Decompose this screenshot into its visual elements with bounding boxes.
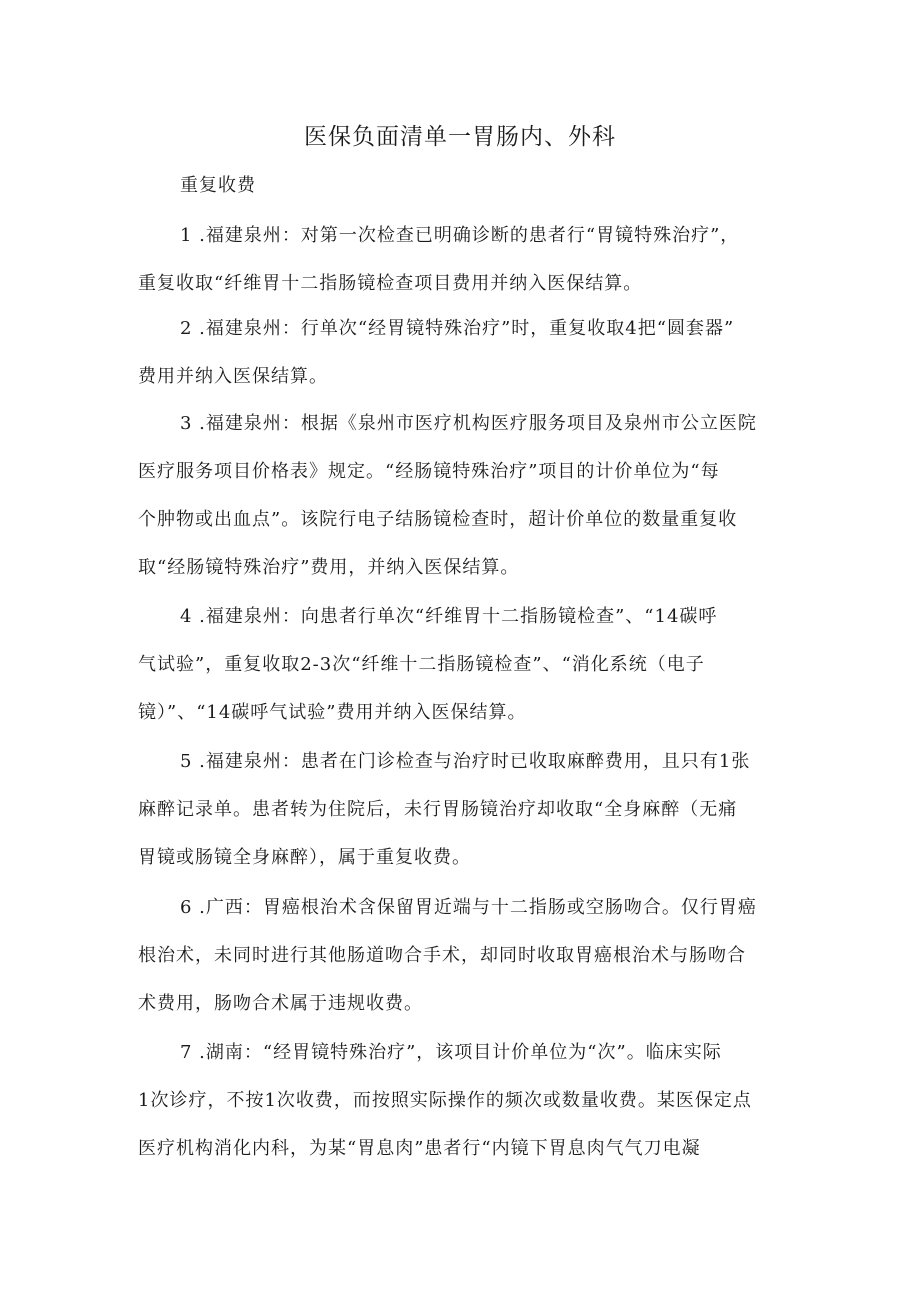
paragraph-line: 气试验”，重复收取2-3次“纤维十二指肠镜检查”、“消化系统（电子	[138, 654, 705, 675]
paragraph-line: 4 .福建泉州：向患者行单次“纤维胃十二指肠镜检查”、“14碳呼	[180, 606, 718, 627]
paragraph-line: 麻醉记录单。患者转为住院后，未行胃肠镜治疗却收取“全身麻醉（无痛	[138, 799, 738, 820]
paragraph-line: 医疗机构消化内科，为某“胃息肉”患者行“内镜下胃息肉气气刀电凝	[138, 1138, 701, 1159]
paragraph-7	[138, 1029, 788, 1173]
paragraph-line: 1 .福建泉州：对第一次检查已明确诊断的患者行“胃镜特殊治疗”，	[180, 225, 740, 246]
paragraph-line: 1次诊疗，不按1次收费，而按照实际操作的频次或数量收费。某医保定点	[138, 1090, 752, 1111]
paragraph-line: 取“经肠镜特殊治疗”费用，并纳入医保结算。	[138, 557, 520, 578]
paragraph-2	[138, 305, 788, 401]
paragraph-3	[138, 400, 788, 592]
paragraph-line: 胃镜或肠镜全身麻醉），属于重复收费。	[138, 847, 471, 868]
paragraph-line: 5 .福建泉州：患者在门诊检查与治疗时已收取麻醉费用，且只有1张	[180, 751, 751, 772]
paragraph-5	[138, 738, 788, 882]
paragraph-6	[138, 884, 788, 1028]
paragraph-line: 2 .福建泉州：行单次“经胃镜特殊治疗”时，重复收取4把“圆套器”	[180, 318, 735, 339]
paragraph-line: 7 .湖南：“经胃镜特殊治疗”，该项目计价单位为“次”。临床实际	[180, 1042, 722, 1063]
paragraph-line: 3 .福建泉州：根据《泉州市医疗机构医疗服务项目及泉州市公立医院	[180, 413, 757, 434]
document-title: 医保负面清单一胃肠内、外科	[304, 124, 616, 150]
paragraph-line: 个肿物或出血点”。该院行电子结肠镜检查时，超计价单位的数量重复收	[138, 509, 738, 530]
paragraph-line: 费用并纳入医保结算。	[138, 366, 328, 387]
paragraph-line: 术费用，肠吻合术属于违规收费。	[138, 993, 423, 1014]
paragraph-line: 根治术，未同时进行其他肠道吻合手术，却同时收取胃癌根治术与肠吻合	[138, 945, 746, 966]
paragraph-line: 重复收取“纤维胃十二指肠镜检查项目费用并纳入医保结算。	[138, 273, 643, 294]
paragraph-1	[138, 212, 788, 308]
paragraph-line: 镜）”、“14碳呼气试验”费用并纳入医保结算。	[138, 702, 527, 723]
paragraph-line: 医疗服务项目价格表》规定。“经肠镜特殊治疗”项目的计价单位为“每	[138, 461, 720, 482]
paragraph-4	[138, 593, 788, 737]
section-heading: 重复收费	[180, 175, 256, 196]
paragraph-line: 6 .广西：胃癌根治术含保留胃近端与十二指肠或空肠吻合。仅行胃癌	[180, 897, 757, 918]
